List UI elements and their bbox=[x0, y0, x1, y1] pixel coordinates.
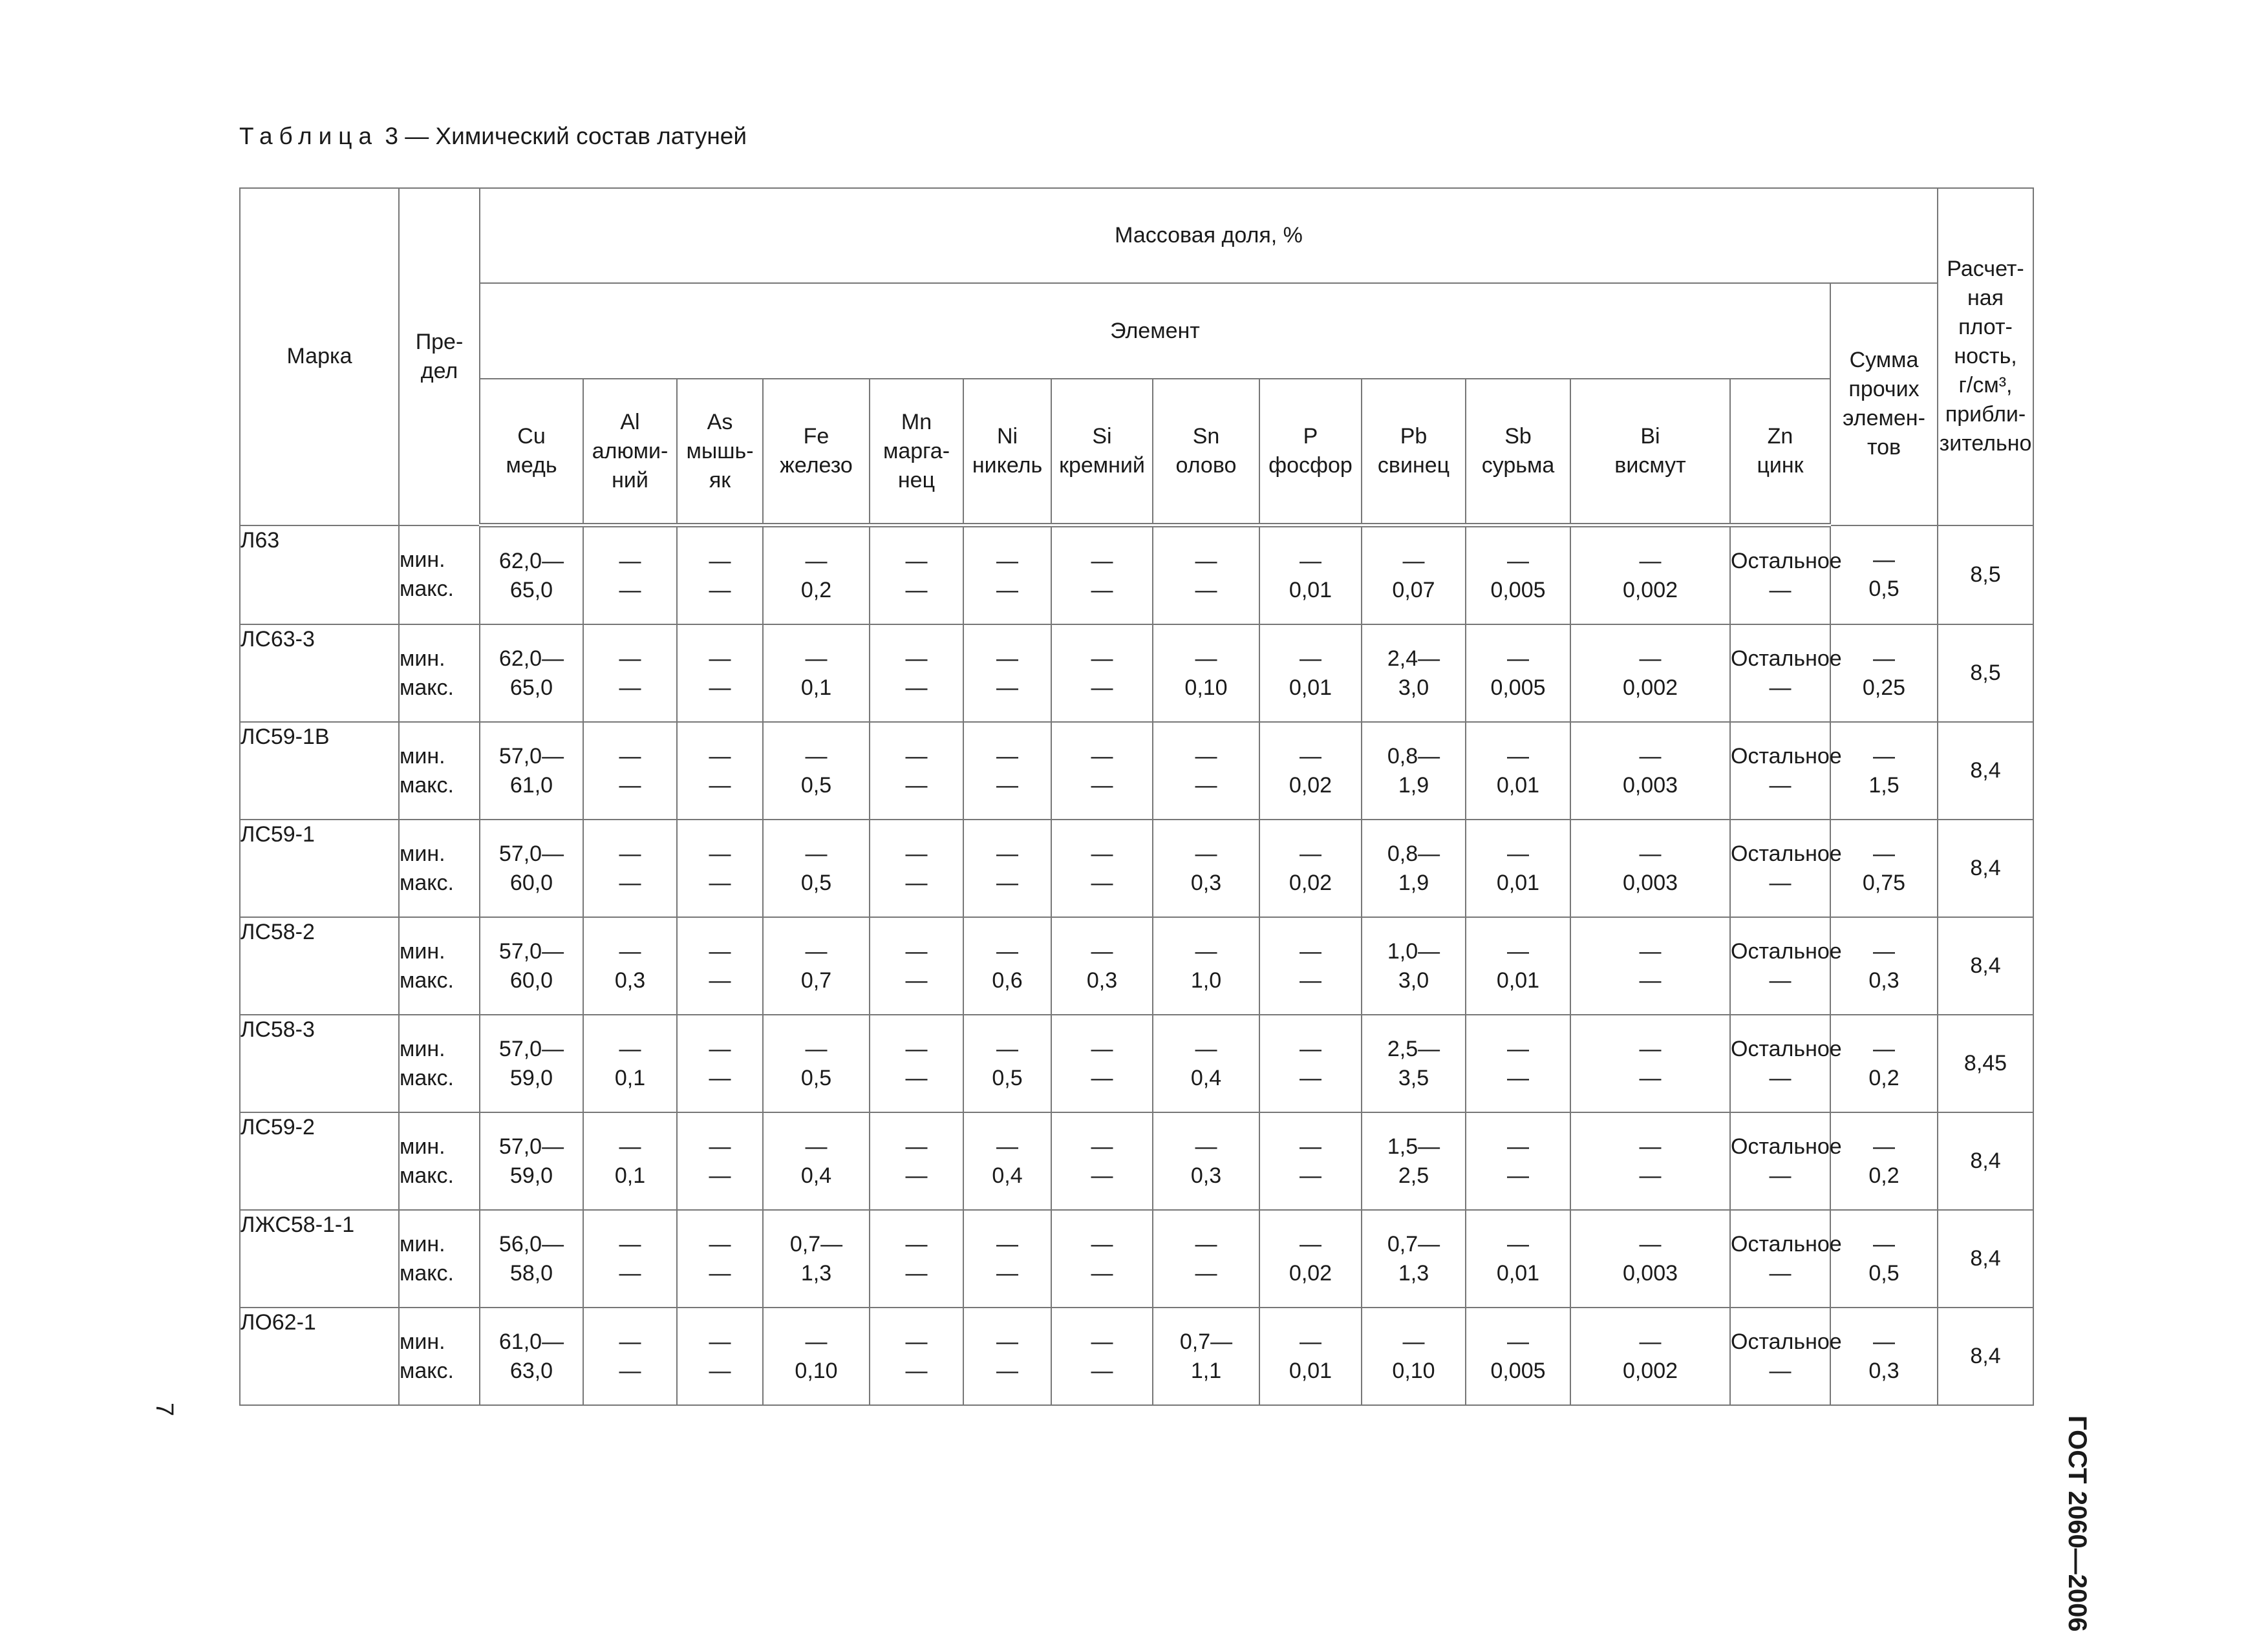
grade-cell: ЛС63-3 bbox=[240, 624, 399, 722]
value-cell-other-sum: — 0,3 bbox=[1830, 1308, 1938, 1405]
value-cell-ni: — 0,6 bbox=[963, 917, 1051, 1015]
value-cell-other-sum: — 0,5 bbox=[1830, 1210, 1938, 1308]
value-cell-fe: — 0,10 bbox=[763, 1308, 870, 1405]
value-cell-cu: 62,0— 65,0 bbox=[480, 624, 583, 722]
value-cell-fe: — 0,2 bbox=[763, 525, 870, 625]
header-element: Элемент bbox=[480, 283, 1830, 379]
value-cell-mn: — — bbox=[870, 722, 963, 820]
grade-cell: ЛС58-3 bbox=[240, 1015, 399, 1112]
value-cell-sn: — 0,4 bbox=[1153, 1015, 1259, 1112]
grade-cell: Л63 bbox=[240, 525, 399, 625]
value-cell-pb: 2,5— 3,5 bbox=[1362, 1015, 1466, 1112]
value-cell-fe: — 0,5 bbox=[763, 820, 870, 917]
value-cell-al: — 0,1 bbox=[583, 1015, 677, 1112]
value-cell-cu: 57,0— 60,0 bbox=[480, 820, 583, 917]
table-row bbox=[240, 1112, 2033, 1210]
value-cell-p: — 0,02 bbox=[1259, 722, 1362, 820]
header-element-cu: Cu медь bbox=[480, 379, 583, 525]
value-cell-si: — — bbox=[1051, 722, 1153, 820]
value-cell-zn: Остальное — bbox=[1730, 1308, 1830, 1405]
value-cell-pb: 1,0— 3,0 bbox=[1362, 917, 1466, 1015]
value-cell-pb: — 0,07 bbox=[1362, 525, 1466, 625]
header-limit: Пре- дел bbox=[399, 188, 480, 525]
table-row bbox=[240, 1015, 2033, 1112]
value-cell-p: — — bbox=[1259, 917, 1362, 1015]
value-cell-bi: — 0,002 bbox=[1570, 525, 1730, 625]
value-cell-cu: 57,0— 59,0 bbox=[480, 1015, 583, 1112]
value-cell-ni: — — bbox=[963, 820, 1051, 917]
value-cell-bi: — 0,002 bbox=[1570, 1308, 1730, 1405]
value-cell-al: — — bbox=[583, 722, 677, 820]
value-cell-si: — — bbox=[1051, 1015, 1153, 1112]
value-cell-p: — 0,01 bbox=[1259, 1308, 1362, 1405]
value-cell-zn: Остальное — bbox=[1730, 624, 1830, 722]
value-cell-pb: 0,8— 1,9 bbox=[1362, 722, 1466, 820]
page-number: 7 bbox=[151, 1403, 178, 1417]
value-cell-al: — — bbox=[583, 624, 677, 722]
value-cell-cu: 56,0— 58,0 bbox=[480, 1210, 583, 1308]
value-cell-zn: Остальное — bbox=[1730, 722, 1830, 820]
value-cell-al: — 0,3 bbox=[583, 917, 677, 1015]
header-element-ni: Ni никель bbox=[963, 379, 1051, 525]
value-cell-as: — — bbox=[677, 1210, 763, 1308]
limit-cell: мин. макс. bbox=[399, 722, 480, 820]
header-mass-fraction: Массовая доля, % bbox=[480, 188, 1938, 283]
value-cell-al: — 0,1 bbox=[583, 1112, 677, 1210]
brass-composition-table bbox=[239, 187, 2034, 1406]
grade-cell: ЛС58-2 bbox=[240, 917, 399, 1015]
value-cell-mn: — — bbox=[870, 917, 963, 1015]
value-cell-cu: 61,0— 63,0 bbox=[480, 1308, 583, 1405]
value-cell-as: — — bbox=[677, 820, 763, 917]
value-cell-other-sum: — 0,25 bbox=[1830, 624, 1938, 722]
value-cell-zn: Остальное — bbox=[1730, 820, 1830, 917]
value-cell-al: — — bbox=[583, 1308, 677, 1405]
limit-cell: мин. макс. bbox=[399, 525, 480, 625]
value-cell-sn: 0,7— 1,1 bbox=[1153, 1308, 1259, 1405]
density-cell: 8,4 bbox=[1938, 722, 2033, 820]
value-cell-p: — 0,02 bbox=[1259, 820, 1362, 917]
value-cell-sb: — 0,01 bbox=[1466, 917, 1570, 1015]
table-row bbox=[240, 624, 2033, 722]
value-cell-mn: — — bbox=[870, 624, 963, 722]
value-cell-cu: 57,0— 61,0 bbox=[480, 722, 583, 820]
header-element-al: Al алюми- ний bbox=[583, 379, 677, 525]
value-cell-mn: — — bbox=[870, 1112, 963, 1210]
value-cell-ni: — 0,5 bbox=[963, 1015, 1051, 1112]
value-cell-fe: — 0,4 bbox=[763, 1112, 870, 1210]
density-cell: 8,4 bbox=[1938, 917, 2033, 1015]
value-cell-as: — — bbox=[677, 1308, 763, 1405]
value-cell-ni: — — bbox=[963, 1308, 1051, 1405]
table-row bbox=[240, 525, 2033, 625]
value-cell-zn: Остальное — bbox=[1730, 1210, 1830, 1308]
value-cell-bi: — 0,003 bbox=[1570, 1210, 1730, 1308]
value-cell-sn: — 0,10 bbox=[1153, 624, 1259, 722]
value-cell-sb: — 0,01 bbox=[1466, 1210, 1570, 1308]
value-cell-al: — — bbox=[583, 820, 677, 917]
density-cell: 8,5 bbox=[1938, 525, 2033, 625]
value-cell-si: — — bbox=[1051, 1210, 1153, 1308]
header-grade: Марка bbox=[240, 188, 399, 525]
value-cell-other-sum: — 0,75 bbox=[1830, 820, 1938, 917]
table-row bbox=[240, 820, 2033, 917]
value-cell-si: — — bbox=[1051, 1112, 1153, 1210]
value-cell-as: — — bbox=[677, 1112, 763, 1210]
value-cell-fe: — 0,5 bbox=[763, 1015, 870, 1112]
value-cell-fe: — 0,7 bbox=[763, 917, 870, 1015]
table-row bbox=[240, 1210, 2033, 1308]
header-element-zn: Zn цинк bbox=[1730, 379, 1830, 525]
value-cell-other-sum: — 1,5 bbox=[1830, 722, 1938, 820]
value-cell-other-sum: — 0,2 bbox=[1830, 1112, 1938, 1210]
header-element-sn: Sn олово bbox=[1153, 379, 1259, 525]
value-cell-as: — — bbox=[677, 1015, 763, 1112]
value-cell-si: — — bbox=[1051, 525, 1153, 625]
limit-cell: мин. макс. bbox=[399, 624, 480, 722]
value-cell-other-sum: — 0,5 bbox=[1830, 525, 1938, 625]
value-cell-fe: — 0,5 bbox=[763, 722, 870, 820]
value-cell-si: — 0,3 bbox=[1051, 917, 1153, 1015]
density-cell: 8,4 bbox=[1938, 820, 2033, 917]
value-cell-p: — — bbox=[1259, 1112, 1362, 1210]
value-cell-zn: Остальное — bbox=[1730, 1112, 1830, 1210]
value-cell-sn: — 1,0 bbox=[1153, 917, 1259, 1015]
caption-prefix: Таблица bbox=[239, 123, 379, 149]
value-cell-bi: — — bbox=[1570, 1112, 1730, 1210]
value-cell-cu: 57,0— 60,0 bbox=[480, 917, 583, 1015]
limit-cell: мин. макс. bbox=[399, 820, 480, 917]
header-element-mn: Mn марга- нец bbox=[870, 379, 963, 525]
value-cell-sb: — — bbox=[1466, 1015, 1570, 1112]
density-cell: 8,5 bbox=[1938, 624, 2033, 722]
grade-cell: ЛО62-1 bbox=[240, 1308, 399, 1405]
value-cell-sn: — — bbox=[1153, 525, 1259, 625]
value-cell-si: — — bbox=[1051, 624, 1153, 722]
header-other-sum: Сумма прочих элемен- тов bbox=[1830, 283, 1938, 525]
limit-cell: мин. макс. bbox=[399, 1112, 480, 1210]
value-cell-ni: — — bbox=[963, 525, 1051, 625]
value-cell-p: — 0,02 bbox=[1259, 1210, 1362, 1308]
value-cell-bi: — 0,003 bbox=[1570, 820, 1730, 917]
limit-cell: мин. макс. bbox=[399, 917, 480, 1015]
value-cell-p: — 0,01 bbox=[1259, 525, 1362, 625]
header-element-bi: Bi висмут bbox=[1570, 379, 1730, 525]
table-caption bbox=[239, 123, 747, 150]
value-cell-sb: — 0,005 bbox=[1466, 624, 1570, 722]
value-cell-ni: — — bbox=[963, 624, 1051, 722]
value-cell-zn: Остальное — bbox=[1730, 917, 1830, 1015]
limit-cell: мин. макс. bbox=[399, 1210, 480, 1308]
value-cell-zn: Остальное — bbox=[1730, 525, 1830, 625]
value-cell-as: — — bbox=[677, 722, 763, 820]
value-cell-bi: — — bbox=[1570, 1015, 1730, 1112]
value-cell-sb: — — bbox=[1466, 1112, 1570, 1210]
header-element-as: As мышь- як bbox=[677, 379, 763, 525]
limit-cell: мин. макс. bbox=[399, 1308, 480, 1405]
value-cell-ni: — 0,4 bbox=[963, 1112, 1051, 1210]
value-cell-p: — — bbox=[1259, 1015, 1362, 1112]
grade-cell: ЛС59-1 bbox=[240, 820, 399, 917]
value-cell-sn: — — bbox=[1153, 722, 1259, 820]
grade-cell: ЛС59-1В bbox=[240, 722, 399, 820]
value-cell-sn: — — bbox=[1153, 1210, 1259, 1308]
document-standard-title: ГОСТ 2060—2006 bbox=[2063, 1415, 2091, 1632]
caption-text: 3 — Химический состав латуней bbox=[385, 123, 747, 149]
limit-cell: мин. макс. bbox=[399, 1015, 480, 1112]
value-cell-other-sum: — 0,3 bbox=[1830, 917, 1938, 1015]
value-cell-sb: — 0,01 bbox=[1466, 722, 1570, 820]
value-cell-as: — — bbox=[677, 624, 763, 722]
value-cell-bi: — 0,002 bbox=[1570, 624, 1730, 722]
value-cell-al: — — bbox=[583, 1210, 677, 1308]
value-cell-al: — — bbox=[583, 525, 677, 625]
header-element-fe: Fe железо bbox=[763, 379, 870, 525]
value-cell-pb: 2,4— 3,0 bbox=[1362, 624, 1466, 722]
value-cell-p: — 0,01 bbox=[1259, 624, 1362, 722]
grade-cell: ЛЖС58-1-1 bbox=[240, 1210, 399, 1308]
value-cell-bi: — — bbox=[1570, 917, 1730, 1015]
value-cell-mn: — — bbox=[870, 1308, 963, 1405]
value-cell-cu: 62,0— 65,0 bbox=[480, 525, 583, 625]
header-element-sb: Sb сурьма bbox=[1466, 379, 1570, 525]
value-cell-cu: 57,0— 59,0 bbox=[480, 1112, 583, 1210]
value-cell-sb: — 0,01 bbox=[1466, 820, 1570, 917]
value-cell-as: — — bbox=[677, 917, 763, 1015]
value-cell-mn: — — bbox=[870, 525, 963, 625]
value-cell-sn: — 0,3 bbox=[1153, 820, 1259, 917]
header-element-p: P фосфор bbox=[1259, 379, 1362, 525]
value-cell-mn: — — bbox=[870, 1210, 963, 1308]
value-cell-sb: — 0,005 bbox=[1466, 1308, 1570, 1405]
value-cell-fe: — 0,1 bbox=[763, 624, 870, 722]
value-cell-mn: — — bbox=[870, 1015, 963, 1112]
value-cell-fe: 0,7— 1,3 bbox=[763, 1210, 870, 1308]
value-cell-ni: — — bbox=[963, 722, 1051, 820]
value-cell-pb: 0,8— 1,9 bbox=[1362, 820, 1466, 917]
header-density: Расчет- ная плот- ность, г/см³, прибли- зительно bbox=[1938, 188, 2033, 525]
density-cell: 8,4 bbox=[1938, 1210, 2033, 1308]
value-cell-pb: 1,5— 2,5 bbox=[1362, 1112, 1466, 1210]
value-cell-sn: — 0,3 bbox=[1153, 1112, 1259, 1210]
value-cell-pb: 0,7— 1,3 bbox=[1362, 1210, 1466, 1308]
density-cell: 8,4 bbox=[1938, 1112, 2033, 1210]
density-cell: 8,45 bbox=[1938, 1015, 2033, 1112]
header-element-pb: Pb свинец bbox=[1362, 379, 1466, 525]
value-cell-pb: — 0,10 bbox=[1362, 1308, 1466, 1405]
value-cell-zn: Остальное — bbox=[1730, 1015, 1830, 1112]
value-cell-si: — — bbox=[1051, 1308, 1153, 1405]
value-cell-sb: — 0,005 bbox=[1466, 525, 1570, 625]
value-cell-ni: — — bbox=[963, 1210, 1051, 1308]
table-row bbox=[240, 722, 2033, 820]
value-cell-mn: — — bbox=[870, 820, 963, 917]
density-cell: 8,4 bbox=[1938, 1308, 2033, 1405]
value-cell-as: — — bbox=[677, 525, 763, 625]
value-cell-other-sum: — 0,2 bbox=[1830, 1015, 1938, 1112]
value-cell-si: — — bbox=[1051, 820, 1153, 917]
value-cell-bi: — 0,003 bbox=[1570, 722, 1730, 820]
table-row bbox=[240, 917, 2033, 1015]
grade-cell: ЛС59-2 bbox=[240, 1112, 399, 1210]
header-element-si: Si кремний bbox=[1051, 379, 1153, 525]
table-row bbox=[240, 1308, 2033, 1405]
